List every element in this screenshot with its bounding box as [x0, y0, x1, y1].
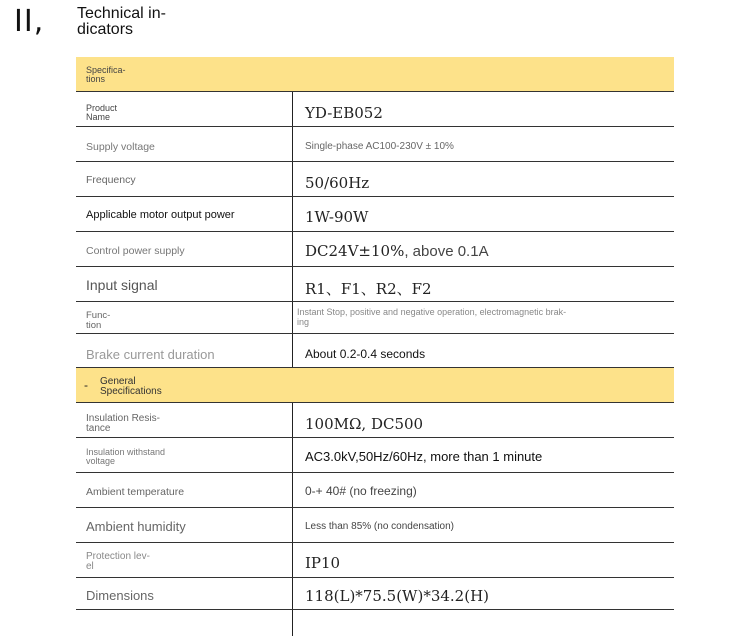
- section-header-general-specifications: [76, 368, 674, 403]
- table-row: [76, 578, 674, 610]
- row-value: About 0.2-0.4 seconds: [305, 347, 426, 361]
- row-value: AC3.0kV,50Hz/60Hz, more than 1 minute: [305, 449, 543, 464]
- table-row: [76, 403, 674, 438]
- row-value: 1W-90W: [305, 208, 369, 226]
- table-row: [76, 334, 674, 368]
- section-numeral: II,: [14, 4, 45, 39]
- section-header-label: General Specifications: [100, 376, 162, 397]
- table-row: [76, 92, 674, 127]
- row-label: Ambient humidity: [86, 519, 186, 534]
- row-value: YD-EB052: [305, 104, 383, 122]
- bullet-dash: -: [84, 378, 88, 392]
- row-value: Instant Stop, positive and negative operation, electromagnetic brak- ing: [297, 307, 567, 327]
- row-label: Brake current duration: [86, 347, 215, 362]
- row-label: Ambient temperature: [86, 486, 185, 498]
- row-label: Frequency: [86, 174, 136, 186]
- table-row: [76, 508, 674, 543]
- table-row: [76, 302, 674, 334]
- row-value: 118(L)*75.5(W)*34.2(H): [305, 587, 489, 605]
- row-value: 50/60Hz: [305, 174, 370, 192]
- row-label: Product Name: [86, 103, 118, 122]
- table-row: [76, 127, 674, 162]
- section-header-label: Specifica- tions: [86, 65, 126, 84]
- row-value: Single-phase AC100-230V ± 10%: [305, 141, 454, 152]
- row-label: Dimensions: [86, 588, 154, 603]
- row-label: Supply voltage: [86, 141, 155, 153]
- row-value: DC24V±10%: [305, 242, 405, 260]
- row-label: Protection lev- el: [86, 551, 150, 572]
- table-row: [76, 543, 674, 578]
- table-row: [76, 162, 674, 197]
- row-value: Less than 85% (no condensation): [305, 521, 454, 532]
- page-title: Technical in- dicators: [77, 5, 166, 38]
- row-value: 0-+ 40# (no freezing): [305, 484, 417, 498]
- row-label: Input signal: [86, 277, 158, 293]
- table-row: [76, 197, 674, 232]
- row-label: Func- tion: [86, 310, 111, 331]
- table-row: [76, 438, 674, 473]
- row-label: Insulation Resis- tance: [86, 413, 160, 434]
- section-header-specifications: [76, 57, 674, 92]
- row-value: IP10: [305, 554, 341, 572]
- row-label: Control power supply: [86, 245, 185, 257]
- row-label: Insulation withstand voltage: [86, 447, 166, 466]
- row-value: 100MΩ, DC500: [305, 415, 424, 433]
- table-row: [76, 232, 674, 267]
- row-value: R1、F1、R2、F2: [305, 280, 432, 298]
- table-row: [76, 267, 674, 302]
- row-value-group: [305, 242, 489, 261]
- row-value-suffix: , above 0.1A: [404, 243, 489, 260]
- row-label: Applicable motor output power: [86, 209, 235, 221]
- table-row: [76, 473, 674, 508]
